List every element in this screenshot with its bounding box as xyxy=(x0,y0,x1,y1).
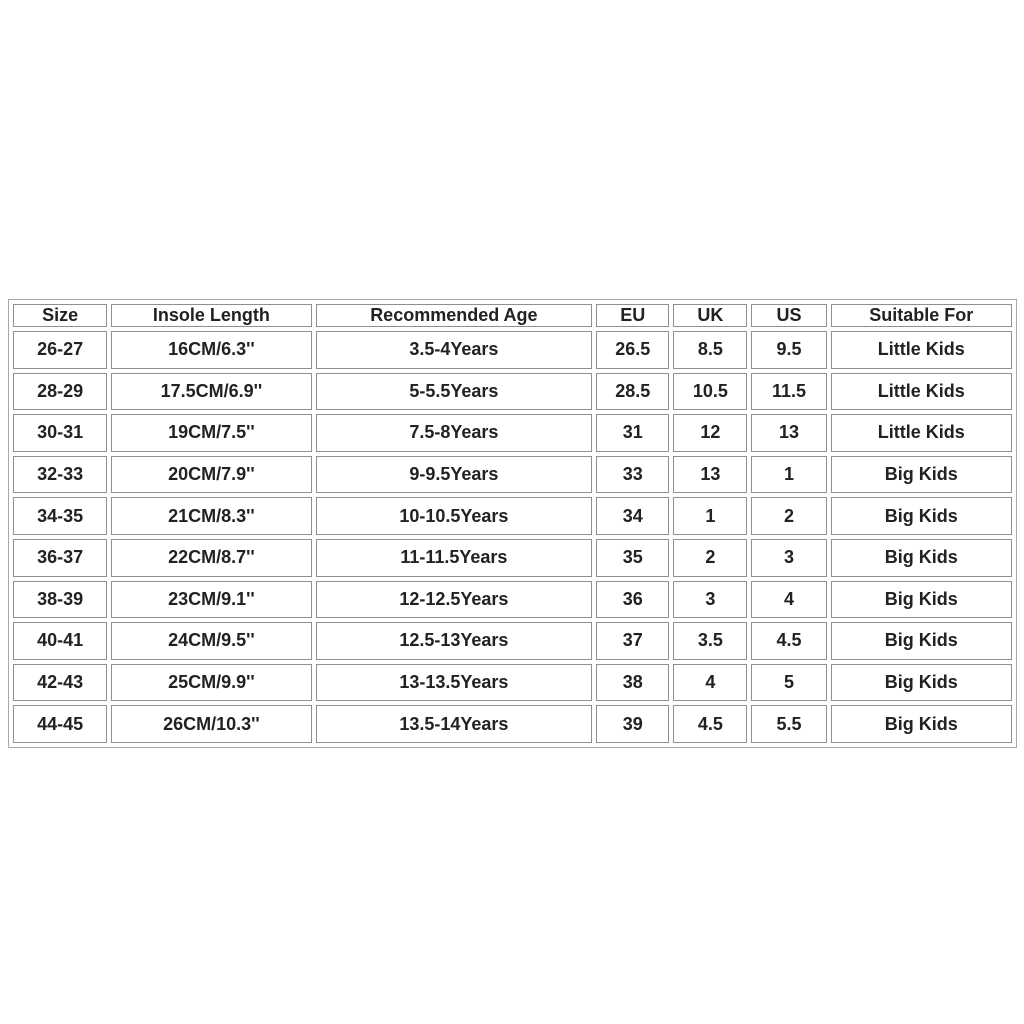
uk-cell: 1 xyxy=(673,497,747,535)
recommended-age-cell: 12.5-13Years xyxy=(316,622,593,660)
table-row xyxy=(13,373,1012,411)
us-cell: 13 xyxy=(751,414,826,452)
uk-cell: 3 xyxy=(673,581,747,619)
header-eu: EU xyxy=(596,304,669,327)
insole-length-cell: 24CM/9.5'' xyxy=(111,622,311,660)
header-recommended-age: Recommended Age xyxy=(316,304,593,327)
insole-length-cell: 17.5CM/6.9'' xyxy=(111,373,311,411)
us-cell: 4 xyxy=(751,581,826,619)
size-cell: 34-35 xyxy=(13,497,107,535)
table-row xyxy=(13,705,1012,743)
recommended-age-cell: 3.5-4Years xyxy=(316,331,593,369)
size-cell: 40-41 xyxy=(13,622,107,660)
uk-cell: 4 xyxy=(673,664,747,702)
size-cell: 30-31 xyxy=(13,414,107,452)
recommended-age-cell: 9-9.5Years xyxy=(316,456,593,494)
uk-cell: 2 xyxy=(673,539,747,577)
suitable-for-cell: Big Kids xyxy=(831,664,1012,702)
suitable-for-cell: Big Kids xyxy=(831,497,1012,535)
recommended-age-cell: 10-10.5Years xyxy=(316,497,593,535)
suitable-for-cell: Little Kids xyxy=(831,414,1012,452)
insole-length-cell: 20CM/7.9'' xyxy=(111,456,311,494)
suitable-for-cell: Big Kids xyxy=(831,622,1012,660)
eu-cell: 34 xyxy=(596,497,669,535)
header-us: US xyxy=(751,304,826,327)
size-cell: 36-37 xyxy=(13,539,107,577)
table-row xyxy=(13,331,1012,369)
table-row xyxy=(13,456,1012,494)
suitable-for-cell: Little Kids xyxy=(831,331,1012,369)
us-cell: 11.5 xyxy=(751,373,826,411)
size-cell: 28-29 xyxy=(13,373,107,411)
insole-length-cell: 16CM/6.3'' xyxy=(111,331,311,369)
suitable-for-cell: Big Kids xyxy=(831,539,1012,577)
us-cell: 4.5 xyxy=(751,622,826,660)
recommended-age-cell: 11-11.5Years xyxy=(316,539,593,577)
header-insole-length: Insole Length xyxy=(111,304,311,327)
header-size: Size xyxy=(13,304,107,327)
recommended-age-cell: 13.5-14Years xyxy=(316,705,593,743)
eu-cell: 31 xyxy=(596,414,669,452)
uk-cell: 8.5 xyxy=(673,331,747,369)
insole-length-cell: 19CM/7.5'' xyxy=(111,414,311,452)
uk-cell: 10.5 xyxy=(673,373,747,411)
insole-length-cell: 22CM/8.7'' xyxy=(111,539,311,577)
suitable-for-cell: Big Kids xyxy=(831,705,1012,743)
size-cell: 38-39 xyxy=(13,581,107,619)
uk-cell: 12 xyxy=(673,414,747,452)
table-row xyxy=(13,622,1012,660)
size-chart-table xyxy=(9,300,1016,747)
us-cell: 1 xyxy=(751,456,826,494)
recommended-age-cell: 13-13.5Years xyxy=(316,664,593,702)
us-cell: 3 xyxy=(751,539,826,577)
size-cell: 44-45 xyxy=(13,705,107,743)
insole-length-cell: 25CM/9.9'' xyxy=(111,664,311,702)
header-row xyxy=(13,304,1012,327)
size-cell: 26-27 xyxy=(13,331,107,369)
table-body xyxy=(13,331,1012,743)
insole-length-cell: 26CM/10.3'' xyxy=(111,705,311,743)
size-cell: 32-33 xyxy=(13,456,107,494)
eu-cell: 37 xyxy=(596,622,669,660)
header-suitable-for: Suitable For xyxy=(831,304,1012,327)
recommended-age-cell: 5-5.5Years xyxy=(316,373,593,411)
eu-cell: 26.5 xyxy=(596,331,669,369)
table-row xyxy=(13,539,1012,577)
us-cell: 9.5 xyxy=(751,331,826,369)
eu-cell: 39 xyxy=(596,705,669,743)
size-chart-container xyxy=(8,299,1017,748)
uk-cell: 4.5 xyxy=(673,705,747,743)
eu-cell: 28.5 xyxy=(596,373,669,411)
table-row xyxy=(13,414,1012,452)
insole-length-cell: 23CM/9.1'' xyxy=(111,581,311,619)
suitable-for-cell: Little Kids xyxy=(831,373,1012,411)
eu-cell: 35 xyxy=(596,539,669,577)
header-uk: UK xyxy=(673,304,747,327)
recommended-age-cell: 7.5-8Years xyxy=(316,414,593,452)
us-cell: 5.5 xyxy=(751,705,826,743)
eu-cell: 36 xyxy=(596,581,669,619)
size-cell: 42-43 xyxy=(13,664,107,702)
table-row xyxy=(13,497,1012,535)
us-cell: 2 xyxy=(751,497,826,535)
uk-cell: 13 xyxy=(673,456,747,494)
insole-length-cell: 21CM/8.3'' xyxy=(111,497,311,535)
eu-cell: 33 xyxy=(596,456,669,494)
eu-cell: 38 xyxy=(596,664,669,702)
table-row xyxy=(13,581,1012,619)
recommended-age-cell: 12-12.5Years xyxy=(316,581,593,619)
uk-cell: 3.5 xyxy=(673,622,747,660)
suitable-for-cell: Big Kids xyxy=(831,456,1012,494)
table-row xyxy=(13,664,1012,702)
suitable-for-cell: Big Kids xyxy=(831,581,1012,619)
us-cell: 5 xyxy=(751,664,826,702)
